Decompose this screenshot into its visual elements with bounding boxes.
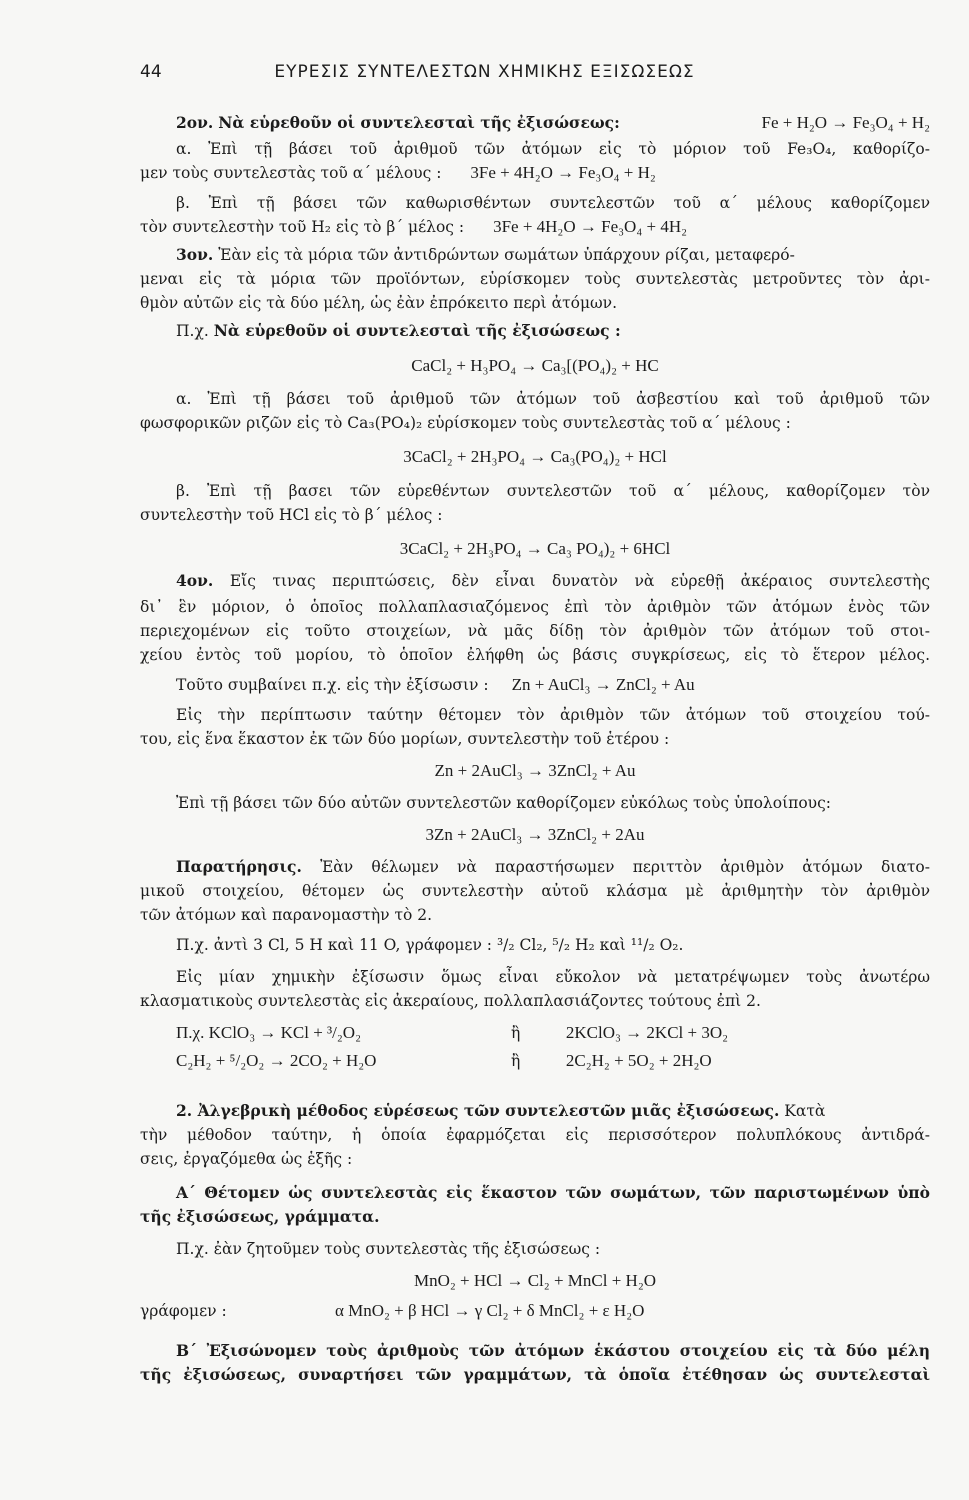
running-title: ΕΥΡΕΣΙΣ ΣΥΝΤΕΛΕΣΤΩΝ ΧΗΜΙΚΗΣ ΕΞΙΣΩΣΕΩΣ (274, 62, 695, 82)
text-line: θμὸν αὐτῶν εἰς τὰ δύο μέλη, ὡς ἐὰν ἐπρόκειτο περὶ ἀτόμων. (140, 294, 618, 312)
equation-inline: 2KClO₃ → 2KCl + 3O₂ (565, 1023, 729, 1042)
text-span: γράφομεν : (140, 1302, 227, 1320)
line-18 (140, 674, 930, 696)
text-line: Ἐπὶ τῇ βάσει τῶν δύο αὐτῶν συντελεστῶν καθορίζομεν εὐκόλως τοὺς ὑπολοίπους: (176, 794, 831, 812)
equation-inline: Zn + AuCl₃ → ZnCl₂ + Au (511, 675, 695, 694)
remark-label: Παρατήρησις. (176, 857, 302, 876)
line-36 (140, 1300, 930, 1322)
equation-5: 3Zn + 2AuCl₃ → 3ZnCl₂ + 2Au (425, 825, 645, 844)
equation-4: Zn + 2AuCl₃ → 3ZnCl₂ + Au (434, 761, 636, 780)
text-line: του, εἰς ἕνα ἕκαστον ἐκ τῶν δύο μορίων, συντελεστὴν τοῦ ἑτέρου : (140, 730, 670, 748)
text-line: β. Ἐπὶ τῇ βάσει τῶν καθωρισθέντων συντελεστῶν τοῦ α΄ μέλους καθορίζομεν (176, 194, 930, 212)
text-line: α. Ἐπὶ τῇ βάσει τοῦ ἀριθμοῦ τῶν ἀτόμων εἰς τὸ μόριον τοῦ Fe₃O₄, καθορίζο- (176, 140, 930, 158)
section-heading-line (140, 1100, 930, 1122)
text-line: μεναι εἰς τὰ μόρια τῶν προϊόντων, εὑρίσκομεν τοὺς συντελεστὰς μετροῦντες τὸν ἀρι- (140, 270, 930, 288)
line-28 (140, 1022, 930, 1044)
or-word: ἢ (510, 1052, 521, 1070)
item-heading-2: Νὰ εὑρεθοῦν οἱ συντελεσταὶ τῆς ἐξισώσεως: (218, 113, 620, 132)
equation-inline: 3Fe + 4H₂O → Fe₃O₄ + H₂ (470, 163, 656, 182)
equation-2: 3CaCl₂ + 2H₃PO₄ → Ca₃(PO₄)₂ + HCl (403, 447, 667, 466)
equation-7: α MnO₂ + β HCl → γ Cl₂ + δ MnCl₂ + ε H₂O (334, 1301, 645, 1320)
text-line: τὴν μέθοδον ταύτην, ἡ ὁποία ἐφαρμόζεται εἰς περισσότερον πολυπλόκους ἀντιδρά- (140, 1126, 930, 1144)
text-line: Π.χ. ἀντὶ 3 Cl, 5 H καὶ 11 O, γράφομεν : ³/₂ Cl₂, ⁵/₂ H₂ καὶ ¹¹/₂ O₂. (176, 936, 684, 954)
example-heading: Νὰ εὑρεθοῦν οἱ συντελεσταὶ τῆς ἐξισώσεως : (213, 321, 621, 340)
equation-inline: Fe + H₂O → Fe₃O₄ + H₂ (761, 113, 930, 132)
text-span: μεν τοὺς συντελεστὰς τοῦ α΄ μέλους : (140, 164, 442, 182)
equation-3: 3CaCl₂ + 2H₃PO₄ → Ca₃ PO₄)₂ + 6HCl (399, 539, 671, 558)
text-line: σεις, ἐργαζόμεθα ὡς ἑξῆς : (140, 1150, 353, 1168)
step-a-line: Α΄ Θέτομεν ὡς συντελεστὰς εἰς ἕκαστον τῶν σωμάτων, τῶν παριστωμένων ὑπὸ (176, 1183, 930, 1202)
equation-inline: 3Fe + 4H₂O → Fe₃O₄ + 4H₂ (493, 217, 688, 236)
equation-1: CaCl₂ + H₃PO₄ → Ca₃[(PO₄)₂ + HC (411, 356, 659, 375)
text-span: Τοῦτο συμβαίνει π.χ. εἰς τὴν ἐξίσωσιν : (176, 676, 489, 694)
page-header (0, 60, 969, 90)
item-label-2: 2ον. (176, 113, 214, 132)
text-line: δι᾽ ἓν μόριον, ὁ ὁποῖος πολλαπλασιαζόμενος ἐπὶ τὸν ἀριθμὸν τῶν ἀτόμων ἑνὸς τῶν (140, 598, 930, 616)
equation-inline: 2C₂H₂ + 5O₂ + 2H₂O (565, 1051, 712, 1070)
text-line: τῶν ἀτόμων καὶ παρανομαστὴν τὸ 2. (140, 906, 433, 924)
text-line: Εἰς τὴν περίπτωσιν ταύτην θέτομεν τὸν ἀριθμὸν τῶν ἀτόμων τοῦ στοιχείου τού- (176, 706, 930, 724)
text-line: μικοῦ στοιχείου, θέτομεν ὡς συντελεστὴν αὐτοῦ κλάσμα μὲ ἀριθμητὴν τὸν ἀριθμὸν (140, 882, 930, 900)
step-b-line: Β΄ Ἐξισώνομεν τοὺς ἀριθμοὺς τῶν ἀτόμων ἑκάστου στοιχείου εἰς τὰ δύο μέλη (176, 1341, 930, 1360)
section-heading: 2. Ἀλγεβρικὴ μέθοδος εὑρέσεως τῶν συντελεστῶν μιᾶς ἐξισώσεως. (176, 1101, 780, 1120)
line-5 (140, 216, 930, 238)
step-a-line-2: τῆς ἐξισώσεως, γράμματα. (140, 1207, 380, 1226)
step-b-line-2: τῆς ἐξισώσεως, συναρτήσει τῶν γραμμάτων, τὰ ὁποῖα ἐτέθησαν ὡς συντελεσταὶ (140, 1365, 930, 1384)
text-line: φωσφορικῶν ριζῶν εἰς τὸ Ca₃(PO₄)₂ εὑρίσκομεν τοὺς συντελεστὰς τοῦ α΄ μέλους : (140, 414, 791, 432)
text-line: συντελεστὴν τοῦ HCl εἰς τὸ β΄ μέλος : (140, 506, 443, 524)
line-29 (140, 1050, 930, 1072)
equation-inline: C₂H₂ + ⁵/₂O₂ → 2CO₂ + H₂O (176, 1051, 377, 1070)
text-span: Κατὰ (784, 1102, 826, 1120)
line-6 (140, 244, 930, 266)
text-line: β. Ἐπὶ τῇ βασει τῶν εὑρεθέντων συντελεστῶν τοῦ α΄ μέλους, καθορίζομεν τὸν (176, 482, 930, 500)
item-label-4: 4ον. (176, 571, 214, 590)
or-word: ἢ (510, 1024, 521, 1042)
text-line: περιεχομένων εἰς τοῦτο στοιχείων, νὰ μᾶς δίδῃ τὸν ἀριθμὸν τῶν ἀτόμων τοῦ στοι- (140, 622, 930, 640)
text-line: κλασματικοὺς συντελεστὰς εἰς ἀκεραίους, πολλαπλασιάζοντες τούτους ἐπὶ 2. (140, 992, 761, 1010)
text-span: Εἴς τινας περιπτώσεις, δὲν εἶναι δυνατὸν νὰ εὑρεθῇ ἀκέραιος συντελεστὴς (229, 572, 930, 590)
equation-6: MnO₂ + HCl → Cl₂ + MnCl + H₂O (413, 1271, 657, 1290)
example-prefix: Π.χ. (176, 322, 209, 340)
text-span: Ἐὰν εἰς τὰ μόρια τῶν ἀντιδρώντων σωμάτων ὑπάρχουν ρίζαι, μεταφερό- (218, 246, 795, 264)
text-line: Π.χ. ἐὰν ζητοῦμεν τοὺς συντελεστὰς τῆς ἐξισώσεως : (176, 1240, 601, 1258)
text-line: χείου ἐντὸς τοῦ μορίου, τὸ ὁποῖον ἐλήφθη ὡς βάσις συγκρίσεως, εἰς τὸ ἕτερον μέλος. (140, 646, 930, 664)
text-line: Εἰς μίαν χημικὴν ἐξίσωσιν ὅμως εἶναι εὔκολον νὰ μετατρέψωμεν τοὺς ἀνωτέρω (176, 968, 930, 986)
item-label-3: 3ον. (176, 245, 214, 264)
line-22 (140, 856, 930, 878)
line-1 (140, 112, 930, 134)
line-3 (140, 162, 930, 184)
line-9 (140, 320, 930, 342)
line-14 (140, 570, 930, 592)
page-number: 44 (140, 62, 162, 82)
text-span: Ἐὰν θέλωμεν νὰ παραστήσωμεν περιττὸν ἀριθμὸν ἀτόμων διατο- (320, 858, 930, 876)
equation-inline: Π.χ. KClO₃ → KCl + ³/₂O₂ (176, 1023, 361, 1042)
text-line: α. Ἐπὶ τῇ βάσει τοῦ ἀριθμοῦ τῶν ἀτόμων τοῦ ἀσβεστίου καὶ τοῦ ἀριθμοῦ τῶν (176, 390, 930, 408)
text-span: τὸν συντελεστὴν τοῦ H₂ εἰς τὸ β΄ μέλος : (140, 218, 465, 236)
